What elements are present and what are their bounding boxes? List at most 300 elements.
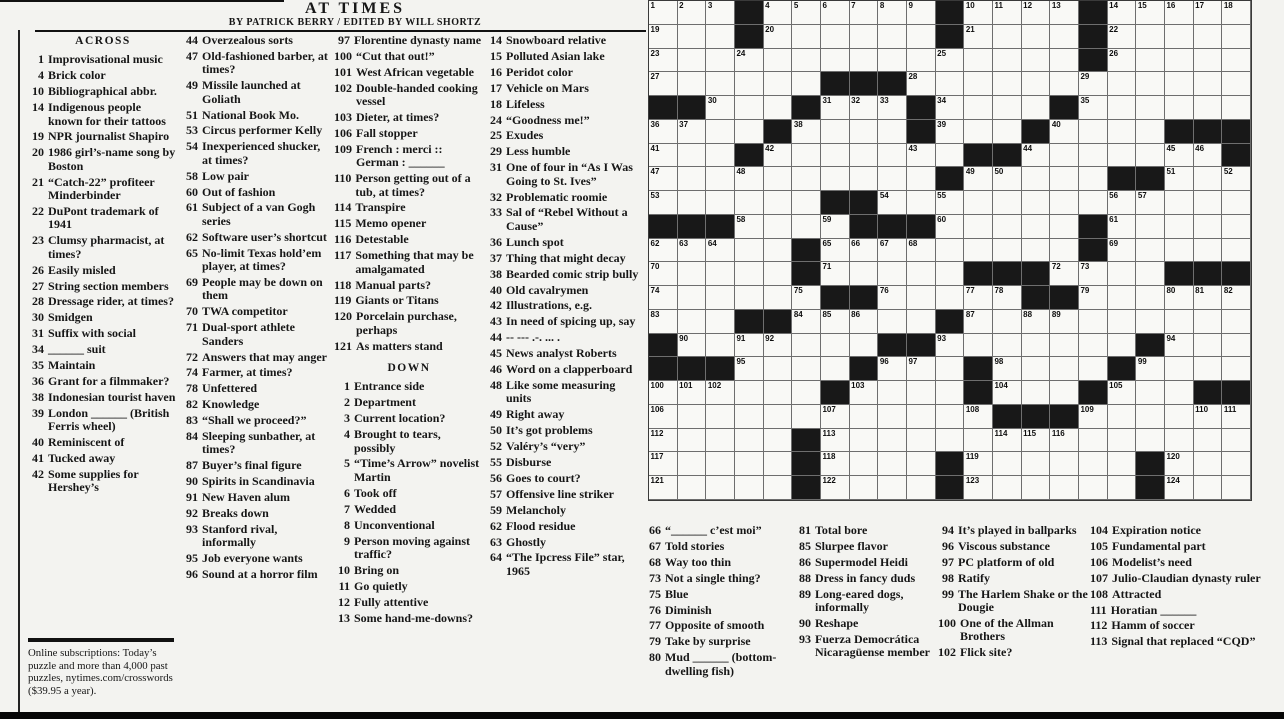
grid-cell[interactable] bbox=[649, 286, 678, 310]
grid-cell[interactable] bbox=[1194, 72, 1223, 96]
grid-cell[interactable] bbox=[792, 215, 821, 239]
grid-cell[interactable] bbox=[649, 429, 678, 453]
grid-cell[interactable] bbox=[907, 452, 936, 476]
grid-cell[interactable] bbox=[993, 357, 1022, 381]
grid-cell[interactable] bbox=[850, 262, 879, 286]
grid-cell[interactable] bbox=[1022, 96, 1051, 120]
grid-cell[interactable] bbox=[1050, 1, 1079, 25]
grid-cell[interactable] bbox=[993, 96, 1022, 120]
grid-cell[interactable] bbox=[706, 381, 735, 405]
grid-cell[interactable] bbox=[1194, 476, 1223, 500]
grid-cell[interactable] bbox=[1108, 49, 1137, 73]
grid-cell[interactable] bbox=[1165, 144, 1194, 168]
grid-cell[interactable] bbox=[993, 429, 1022, 453]
grid-cell[interactable] bbox=[1194, 96, 1223, 120]
grid-cell[interactable] bbox=[1108, 381, 1137, 405]
grid-cell[interactable] bbox=[878, 144, 907, 168]
grid-cell[interactable] bbox=[678, 72, 707, 96]
grid-cell[interactable] bbox=[936, 381, 965, 405]
grid-cell[interactable] bbox=[1136, 310, 1165, 334]
grid-cell[interactable] bbox=[792, 25, 821, 49]
grid-cell[interactable] bbox=[735, 49, 764, 73]
grid-cell[interactable] bbox=[964, 215, 993, 239]
grid-cell[interactable] bbox=[936, 191, 965, 215]
grid-cell[interactable] bbox=[907, 239, 936, 263]
grid-cell[interactable] bbox=[764, 215, 793, 239]
grid-cell[interactable] bbox=[764, 334, 793, 358]
grid-cell[interactable] bbox=[1165, 25, 1194, 49]
grid-cell[interactable] bbox=[1136, 120, 1165, 144]
grid-cell[interactable] bbox=[1022, 310, 1051, 334]
grid-cell[interactable] bbox=[964, 191, 993, 215]
grid-cell[interactable] bbox=[1136, 25, 1165, 49]
grid-cell[interactable] bbox=[1136, 239, 1165, 263]
grid-cell[interactable] bbox=[993, 120, 1022, 144]
grid-cell[interactable] bbox=[1022, 72, 1051, 96]
grid-cell[interactable] bbox=[1165, 96, 1194, 120]
grid-cell[interactable] bbox=[678, 286, 707, 310]
grid-cell[interactable] bbox=[964, 429, 993, 453]
grid-cell[interactable] bbox=[850, 96, 879, 120]
grid-cell[interactable] bbox=[964, 452, 993, 476]
grid-cell[interactable] bbox=[936, 144, 965, 168]
grid-cell[interactable] bbox=[792, 72, 821, 96]
grid-cell[interactable] bbox=[1222, 49, 1251, 73]
grid-cell[interactable] bbox=[850, 25, 879, 49]
grid-cell[interactable] bbox=[1050, 357, 1079, 381]
grid-cell[interactable] bbox=[1108, 405, 1137, 429]
grid-cell[interactable] bbox=[735, 72, 764, 96]
grid-cell[interactable] bbox=[1194, 144, 1223, 168]
grid-cell[interactable] bbox=[706, 25, 735, 49]
grid-cell[interactable] bbox=[964, 405, 993, 429]
grid-cell[interactable] bbox=[993, 381, 1022, 405]
grid-cell[interactable] bbox=[764, 191, 793, 215]
grid-cell[interactable] bbox=[764, 144, 793, 168]
grid-cell[interactable] bbox=[907, 381, 936, 405]
grid-cell[interactable] bbox=[1079, 191, 1108, 215]
grid-cell[interactable] bbox=[792, 49, 821, 73]
grid-cell[interactable] bbox=[821, 262, 850, 286]
grid-cell[interactable] bbox=[1079, 310, 1108, 334]
grid-cell[interactable] bbox=[764, 286, 793, 310]
grid-cell[interactable] bbox=[993, 25, 1022, 49]
grid-cell[interactable] bbox=[878, 381, 907, 405]
grid-cell[interactable] bbox=[1079, 452, 1108, 476]
grid-cell[interactable] bbox=[1050, 452, 1079, 476]
grid-cell[interactable] bbox=[1050, 215, 1079, 239]
grid-cell[interactable] bbox=[907, 429, 936, 453]
grid-cell[interactable] bbox=[993, 310, 1022, 334]
grid-cell[interactable] bbox=[1165, 286, 1194, 310]
grid-cell[interactable] bbox=[1194, 357, 1223, 381]
grid-cell[interactable] bbox=[1108, 262, 1137, 286]
grid-cell[interactable] bbox=[678, 334, 707, 358]
grid-cell[interactable] bbox=[792, 357, 821, 381]
grid-cell[interactable] bbox=[792, 1, 821, 25]
grid-cell[interactable] bbox=[735, 357, 764, 381]
grid-cell[interactable] bbox=[792, 120, 821, 144]
grid-cell[interactable] bbox=[1222, 191, 1251, 215]
grid-cell[interactable] bbox=[792, 334, 821, 358]
grid-cell[interactable] bbox=[1050, 25, 1079, 49]
grid-cell[interactable] bbox=[764, 25, 793, 49]
grid-cell[interactable] bbox=[1222, 25, 1251, 49]
grid-cell[interactable] bbox=[821, 167, 850, 191]
grid-cell[interactable] bbox=[936, 49, 965, 73]
grid-cell[interactable] bbox=[1136, 405, 1165, 429]
grid-cell[interactable] bbox=[1050, 310, 1079, 334]
grid-cell[interactable] bbox=[964, 1, 993, 25]
grid-cell[interactable] bbox=[850, 239, 879, 263]
grid-cell[interactable] bbox=[764, 262, 793, 286]
grid-cell[interactable] bbox=[1194, 286, 1223, 310]
grid-cell[interactable] bbox=[964, 286, 993, 310]
grid-cell[interactable] bbox=[764, 429, 793, 453]
grid-cell[interactable] bbox=[792, 286, 821, 310]
grid-cell[interactable] bbox=[878, 405, 907, 429]
grid-cell[interactable] bbox=[1079, 476, 1108, 500]
grid-cell[interactable] bbox=[993, 452, 1022, 476]
grid-cell[interactable] bbox=[993, 191, 1022, 215]
grid-cell[interactable] bbox=[1194, 429, 1223, 453]
grid-cell[interactable] bbox=[706, 405, 735, 429]
grid-cell[interactable] bbox=[792, 144, 821, 168]
grid-cell[interactable] bbox=[735, 262, 764, 286]
grid-cell[interactable] bbox=[936, 262, 965, 286]
grid-cell[interactable] bbox=[1194, 334, 1223, 358]
grid-cell[interactable] bbox=[821, 49, 850, 73]
grid-cell[interactable] bbox=[1079, 120, 1108, 144]
grid-cell[interactable] bbox=[878, 239, 907, 263]
grid-cell[interactable] bbox=[1108, 429, 1137, 453]
grid-cell[interactable] bbox=[1108, 286, 1137, 310]
grid-cell[interactable] bbox=[735, 286, 764, 310]
grid-cell[interactable] bbox=[1222, 476, 1251, 500]
grid-cell[interactable] bbox=[1079, 96, 1108, 120]
grid-cell[interactable] bbox=[678, 429, 707, 453]
grid-cell[interactable] bbox=[1108, 334, 1137, 358]
grid-cell[interactable] bbox=[1165, 452, 1194, 476]
grid-cell[interactable] bbox=[1222, 1, 1251, 25]
grid-cell[interactable] bbox=[649, 72, 678, 96]
grid-cell[interactable] bbox=[706, 49, 735, 73]
grid-cell[interactable] bbox=[678, 1, 707, 25]
grid-cell[interactable] bbox=[964, 334, 993, 358]
grid-cell[interactable] bbox=[764, 239, 793, 263]
grid-cell[interactable] bbox=[764, 357, 793, 381]
grid-cell[interactable] bbox=[1108, 239, 1137, 263]
grid-cell[interactable] bbox=[649, 262, 678, 286]
grid-cell[interactable] bbox=[1194, 215, 1223, 239]
grid-cell[interactable] bbox=[1194, 1, 1223, 25]
grid-cell[interactable] bbox=[649, 144, 678, 168]
grid-cell[interactable] bbox=[792, 191, 821, 215]
grid-cell[interactable] bbox=[649, 452, 678, 476]
grid-cell[interactable] bbox=[1108, 72, 1137, 96]
grid-cell[interactable] bbox=[1136, 72, 1165, 96]
grid-cell[interactable] bbox=[821, 239, 850, 263]
grid-cell[interactable] bbox=[1165, 167, 1194, 191]
grid-cell[interactable] bbox=[821, 405, 850, 429]
grid-cell[interactable] bbox=[1079, 286, 1108, 310]
grid-cell[interactable] bbox=[1222, 452, 1251, 476]
grid-cell[interactable] bbox=[993, 215, 1022, 239]
grid-cell[interactable] bbox=[821, 25, 850, 49]
grid-cell[interactable] bbox=[764, 405, 793, 429]
grid-cell[interactable] bbox=[1079, 262, 1108, 286]
grid-cell[interactable] bbox=[678, 239, 707, 263]
grid-cell[interactable] bbox=[1136, 144, 1165, 168]
grid-cell[interactable] bbox=[821, 96, 850, 120]
grid-cell[interactable] bbox=[649, 25, 678, 49]
grid-cell[interactable] bbox=[878, 476, 907, 500]
grid-cell[interactable] bbox=[936, 239, 965, 263]
grid-cell[interactable] bbox=[706, 120, 735, 144]
grid-cell[interactable] bbox=[678, 49, 707, 73]
grid-cell[interactable] bbox=[649, 381, 678, 405]
grid-cell[interactable] bbox=[1165, 381, 1194, 405]
grid-cell[interactable] bbox=[936, 286, 965, 310]
grid-cell[interactable] bbox=[821, 452, 850, 476]
grid-cell[interactable] bbox=[878, 25, 907, 49]
grid-cell[interactable] bbox=[1022, 381, 1051, 405]
grid-cell[interactable] bbox=[907, 191, 936, 215]
grid-cell[interactable] bbox=[735, 215, 764, 239]
grid-cell[interactable] bbox=[993, 239, 1022, 263]
grid-cell[interactable] bbox=[964, 49, 993, 73]
grid-cell[interactable] bbox=[850, 144, 879, 168]
grid-cell[interactable] bbox=[706, 191, 735, 215]
grid-cell[interactable] bbox=[907, 405, 936, 429]
grid-cell[interactable] bbox=[735, 96, 764, 120]
grid-cell[interactable] bbox=[1050, 239, 1079, 263]
grid-cell[interactable] bbox=[1079, 72, 1108, 96]
grid-cell[interactable] bbox=[1222, 429, 1251, 453]
grid-cell[interactable] bbox=[821, 1, 850, 25]
grid-cell[interactable] bbox=[1022, 144, 1051, 168]
grid-cell[interactable] bbox=[706, 167, 735, 191]
grid-cell[interactable] bbox=[850, 381, 879, 405]
grid-cell[interactable] bbox=[850, 310, 879, 334]
grid-cell[interactable] bbox=[1165, 429, 1194, 453]
grid-cell[interactable] bbox=[678, 25, 707, 49]
grid-cell[interactable] bbox=[1108, 452, 1137, 476]
grid-cell[interactable] bbox=[1022, 476, 1051, 500]
grid-cell[interactable] bbox=[1165, 72, 1194, 96]
grid-cell[interactable] bbox=[878, 286, 907, 310]
grid-cell[interactable] bbox=[964, 476, 993, 500]
grid-cell[interactable] bbox=[907, 357, 936, 381]
grid-cell[interactable] bbox=[821, 310, 850, 334]
grid-cell[interactable] bbox=[878, 49, 907, 73]
grid-cell[interactable] bbox=[678, 191, 707, 215]
grid-cell[interactable] bbox=[964, 120, 993, 144]
grid-cell[interactable] bbox=[936, 120, 965, 144]
grid-cell[interactable] bbox=[821, 120, 850, 144]
grid-cell[interactable] bbox=[1222, 215, 1251, 239]
grid-cell[interactable] bbox=[735, 167, 764, 191]
grid-cell[interactable] bbox=[1079, 405, 1108, 429]
grid-cell[interactable] bbox=[907, 286, 936, 310]
grid-cell[interactable] bbox=[936, 72, 965, 96]
grid-cell[interactable] bbox=[1108, 476, 1137, 500]
grid-cell[interactable] bbox=[1165, 191, 1194, 215]
grid-cell[interactable] bbox=[1222, 286, 1251, 310]
grid-cell[interactable] bbox=[936, 429, 965, 453]
grid-cell[interactable] bbox=[706, 452, 735, 476]
grid-cell[interactable] bbox=[1222, 405, 1251, 429]
grid-cell[interactable] bbox=[1165, 476, 1194, 500]
grid-cell[interactable] bbox=[792, 167, 821, 191]
grid-cell[interactable] bbox=[1050, 191, 1079, 215]
grid-cell[interactable] bbox=[850, 476, 879, 500]
grid-cell[interactable] bbox=[1079, 144, 1108, 168]
grid-cell[interactable] bbox=[1194, 167, 1223, 191]
grid-cell[interactable] bbox=[764, 96, 793, 120]
grid-cell[interactable] bbox=[1079, 334, 1108, 358]
grid-cell[interactable] bbox=[964, 239, 993, 263]
grid-cell[interactable] bbox=[1222, 167, 1251, 191]
grid-cell[interactable] bbox=[706, 334, 735, 358]
grid-cell[interactable] bbox=[850, 429, 879, 453]
grid-cell[interactable] bbox=[1022, 452, 1051, 476]
grid-cell[interactable] bbox=[735, 334, 764, 358]
grid-cell[interactable] bbox=[735, 191, 764, 215]
grid-cell[interactable] bbox=[936, 96, 965, 120]
grid-cell[interactable] bbox=[735, 120, 764, 144]
grid-cell[interactable] bbox=[1108, 191, 1137, 215]
grid-cell[interactable] bbox=[706, 310, 735, 334]
grid-cell[interactable] bbox=[649, 405, 678, 429]
grid-cell[interactable] bbox=[792, 381, 821, 405]
grid-cell[interactable] bbox=[792, 310, 821, 334]
grid-cell[interactable] bbox=[1108, 215, 1137, 239]
grid-cell[interactable] bbox=[878, 429, 907, 453]
grid-cell[interactable] bbox=[1108, 310, 1137, 334]
grid-cell[interactable] bbox=[706, 476, 735, 500]
grid-cell[interactable] bbox=[907, 476, 936, 500]
grid-cell[interactable] bbox=[1108, 1, 1137, 25]
grid-cell[interactable] bbox=[764, 476, 793, 500]
grid-cell[interactable] bbox=[907, 72, 936, 96]
grid-cell[interactable] bbox=[735, 239, 764, 263]
grid-cell[interactable] bbox=[649, 49, 678, 73]
grid-cell[interactable] bbox=[678, 120, 707, 144]
grid-cell[interactable] bbox=[1050, 262, 1079, 286]
grid-cell[interactable] bbox=[1050, 72, 1079, 96]
grid-cell[interactable] bbox=[1136, 191, 1165, 215]
grid-cell[interactable] bbox=[649, 167, 678, 191]
grid-cell[interactable] bbox=[936, 334, 965, 358]
grid-cell[interactable] bbox=[1136, 1, 1165, 25]
grid-cell[interactable] bbox=[706, 96, 735, 120]
grid-cell[interactable] bbox=[649, 476, 678, 500]
grid-cell[interactable] bbox=[1022, 49, 1051, 73]
grid-cell[interactable] bbox=[993, 334, 1022, 358]
grid-cell[interactable] bbox=[993, 1, 1022, 25]
grid-cell[interactable] bbox=[706, 429, 735, 453]
grid-cell[interactable] bbox=[907, 25, 936, 49]
grid-cell[interactable] bbox=[1050, 381, 1079, 405]
grid-cell[interactable] bbox=[821, 476, 850, 500]
grid-cell[interactable] bbox=[1222, 96, 1251, 120]
grid-cell[interactable] bbox=[649, 1, 678, 25]
grid-cell[interactable] bbox=[936, 405, 965, 429]
grid-cell[interactable] bbox=[1136, 429, 1165, 453]
grid-cell[interactable] bbox=[907, 49, 936, 73]
grid-cell[interactable] bbox=[878, 357, 907, 381]
grid-cell[interactable] bbox=[1136, 381, 1165, 405]
grid-cell[interactable] bbox=[993, 286, 1022, 310]
grid-cell[interactable] bbox=[850, 405, 879, 429]
grid-cell[interactable] bbox=[1022, 357, 1051, 381]
grid-cell[interactable] bbox=[821, 334, 850, 358]
grid-cell[interactable] bbox=[1079, 429, 1108, 453]
grid-cell[interactable] bbox=[1165, 405, 1194, 429]
grid-cell[interactable] bbox=[1194, 239, 1223, 263]
grid-cell[interactable] bbox=[821, 215, 850, 239]
grid-cell[interactable] bbox=[1022, 167, 1051, 191]
grid-cell[interactable] bbox=[1022, 1, 1051, 25]
grid-cell[interactable] bbox=[821, 144, 850, 168]
grid-cell[interactable] bbox=[1165, 49, 1194, 73]
grid-cell[interactable] bbox=[1194, 405, 1223, 429]
grid-cell[interactable] bbox=[792, 405, 821, 429]
grid-cell[interactable] bbox=[907, 1, 936, 25]
grid-cell[interactable] bbox=[1194, 49, 1223, 73]
grid-cell[interactable] bbox=[1022, 25, 1051, 49]
grid-cell[interactable] bbox=[706, 286, 735, 310]
grid-cell[interactable] bbox=[878, 191, 907, 215]
grid-cell[interactable] bbox=[706, 72, 735, 96]
grid-cell[interactable] bbox=[1136, 96, 1165, 120]
grid-cell[interactable] bbox=[678, 381, 707, 405]
grid-cell[interactable] bbox=[764, 452, 793, 476]
grid-cell[interactable] bbox=[764, 72, 793, 96]
grid-cell[interactable] bbox=[1022, 191, 1051, 215]
grid-cell[interactable] bbox=[878, 120, 907, 144]
grid-cell[interactable] bbox=[907, 144, 936, 168]
grid-cell[interactable] bbox=[735, 405, 764, 429]
grid-cell[interactable] bbox=[1136, 357, 1165, 381]
grid-cell[interactable] bbox=[1222, 334, 1251, 358]
grid-cell[interactable] bbox=[850, 334, 879, 358]
grid-cell[interactable] bbox=[678, 262, 707, 286]
grid-cell[interactable] bbox=[878, 167, 907, 191]
grid-cell[interactable] bbox=[649, 239, 678, 263]
grid-cell[interactable] bbox=[1194, 452, 1223, 476]
grid-cell[interactable] bbox=[1136, 262, 1165, 286]
grid-cell[interactable] bbox=[878, 452, 907, 476]
grid-cell[interactable] bbox=[993, 49, 1022, 73]
grid-cell[interactable] bbox=[764, 381, 793, 405]
grid-cell[interactable] bbox=[735, 452, 764, 476]
grid-cell[interactable] bbox=[678, 452, 707, 476]
grid-cell[interactable] bbox=[878, 96, 907, 120]
grid-cell[interactable] bbox=[1108, 120, 1137, 144]
grid-cell[interactable] bbox=[678, 405, 707, 429]
grid-cell[interactable] bbox=[878, 1, 907, 25]
grid-cell[interactable] bbox=[1050, 334, 1079, 358]
grid-cell[interactable] bbox=[1165, 310, 1194, 334]
grid-cell[interactable] bbox=[850, 452, 879, 476]
grid-cell[interactable] bbox=[936, 357, 965, 381]
grid-cell[interactable] bbox=[993, 167, 1022, 191]
grid-cell[interactable] bbox=[706, 262, 735, 286]
grid-cell[interactable] bbox=[764, 1, 793, 25]
grid-cell[interactable] bbox=[850, 167, 879, 191]
